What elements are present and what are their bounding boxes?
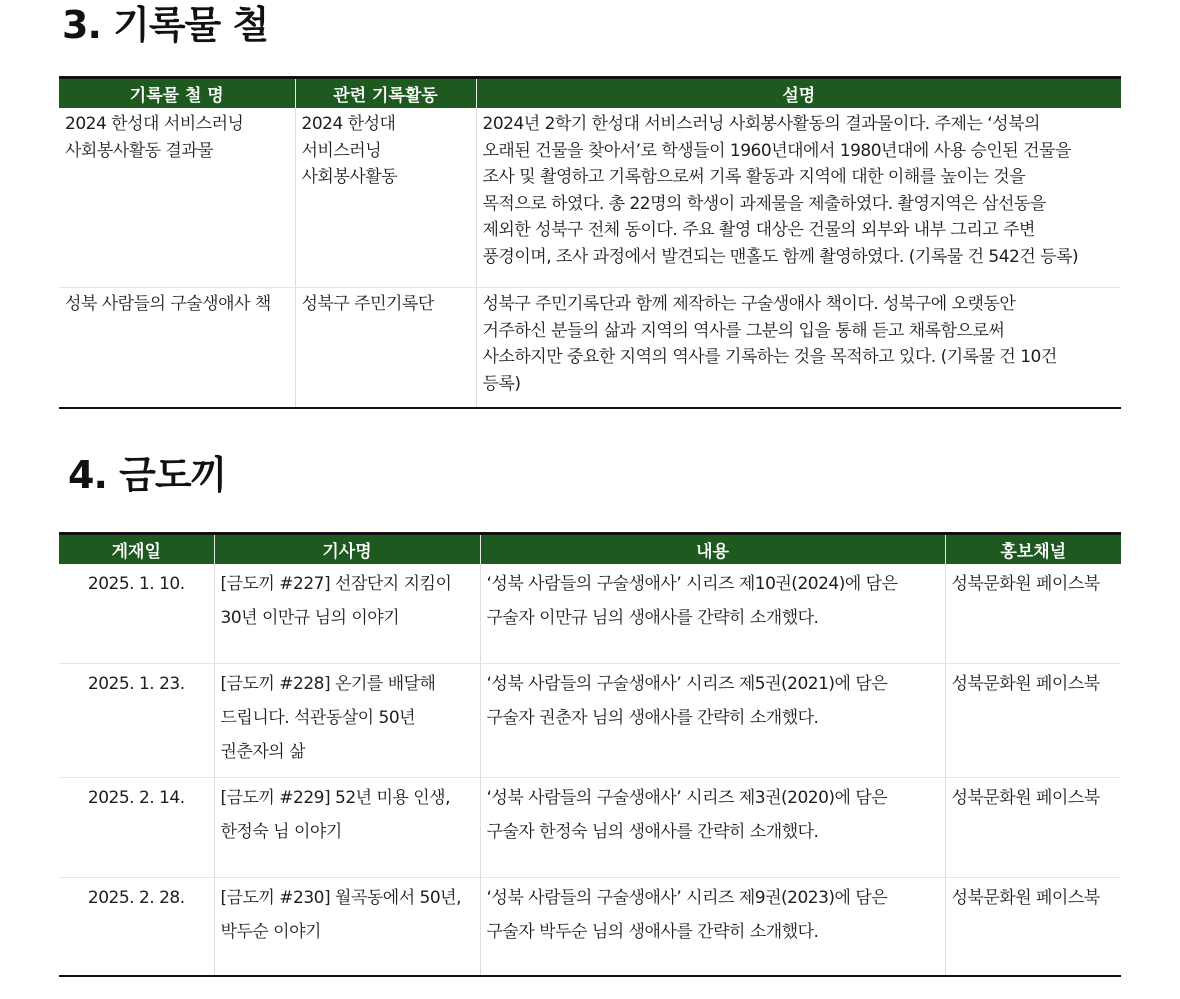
section-title-geumdokki: 4. 금도끼	[68, 453, 227, 497]
article-title-cell: [금도끼 #227] 선잠단지 지킴이 30년 이만규 님의 이야기	[214, 564, 480, 664]
header-post-date: 게재일	[59, 534, 214, 565]
table-header-row	[59, 78, 1121, 109]
record-name-cell: 2024 한성대 서비스러닝 사회봉사활동 결과물	[59, 108, 295, 288]
content-cell: ‘성북 사람들의 구술생애사’ 시리즈 제5권(2021)에 담은 구술자 권춘자 님의 생애사를 간략히 소개했다.	[480, 664, 945, 778]
post-date-cell: 2025. 2. 28.	[87, 888, 185, 908]
article-title-cell: [금도끼 #230] 월곡동에서 50년, 박두순 이야기	[214, 878, 480, 977]
table-header-row	[59, 534, 1121, 565]
record-name-cell: 성북 사람들의 구술생애사 책	[65, 294, 271, 314]
post-date-cell: 2025. 1. 10.	[59, 564, 214, 664]
description-cell: 성북구 주민기록단과 함께 제작하는 구술생애사 책이다. 성북구에 오랫동안 거주하신 분들의 삶과 지역의 역사를 그분의 입을 통해 듣고 채록함으로써 사소하지만 중요한 지역의 역사를 기록하는 것을 목적하고 있다. (기록물 건 10건 등록)	[476, 288, 1121, 409]
header-related-activity: 관련 기록활동	[295, 78, 476, 109]
description-cell: 2024년 2학기 한성대 서비스러닝 사회봉사활동의 결과물이다. 주제는 ‘성북의 오래된 건물을 찾아서’로 학생들이 1960년대에서 1980년대에 사용 승인된 건물을 조사 및 촬영하고 기록함으로써 기록 활동과 지역에 대한 이해를 높이는 것을 목적으로 하였다. 총 22명의 학생이 과제물을 제출하였다. 촬영지역은 삼선동을 제외한 성북구 전체 동이다. 주요 촬영 대상은 건물의 외부와 내부 그리고 주변 풍경이며, 조사 과정에서 발견되는 맨홀도 함께 촬영하였다. (기록물 건 542건 등록)	[476, 108, 1121, 288]
table-row	[59, 878, 1121, 977]
table-row	[59, 288, 1121, 409]
header-record-name: 기록물 철 명	[59, 78, 295, 109]
related-activity-cell: 성북구 주민기록단	[295, 288, 476, 409]
channel-cell: 성북문화원 페이스북	[945, 564, 1121, 664]
related-activity-cell: 2024 한성대 서비스러닝 사회봉사활동	[295, 108, 476, 288]
post-date-cell: 2025. 1. 23.	[59, 664, 214, 778]
article-title-cell: [금도끼 #228] 온기를 배달해 드립니다. 석관동살이 50년 권춘자의 삶	[214, 664, 480, 778]
table-row	[59, 664, 1121, 778]
records-table	[59, 76, 1121, 409]
header-description: 설명	[476, 78, 1121, 109]
header-article-title: 기사명	[214, 534, 480, 565]
channel-cell: 성북문화원 페이스북	[945, 878, 1121, 977]
table-row	[59, 108, 1121, 288]
content-cell: ‘성북 사람들의 구술생애사’ 시리즈 제3권(2020)에 담은 구술자 한정숙 님의 생애사를 간략히 소개했다.	[480, 778, 945, 878]
article-title-cell: [금도끼 #229] 52년 미용 인생, 한정숙 님 이야기	[214, 778, 480, 878]
content-cell: ‘성북 사람들의 구술생애사’ 시리즈 제9권(2023)에 담은 구술자 박두순 님의 생애사를 간략히 소개했다.	[480, 878, 945, 977]
content-cell: ‘성북 사람들의 구술생애사’ 시리즈 제10권(2024)에 담은 구술자 이만규 님의 생애사를 간략히 소개했다.	[480, 564, 945, 664]
section-title-records: 3. 기록물 철	[62, 3, 269, 47]
geumdokki-table	[59, 532, 1121, 977]
table-row	[59, 778, 1121, 878]
post-date-cell: 2025. 2. 14.	[59, 778, 214, 878]
channel-cell: 성북문화원 페이스북	[945, 778, 1121, 878]
table-row	[59, 564, 1121, 664]
channel-cell: 성북문화원 페이스북	[945, 664, 1121, 778]
header-channel: 홍보채널	[945, 534, 1121, 565]
header-content: 내용	[480, 534, 945, 565]
